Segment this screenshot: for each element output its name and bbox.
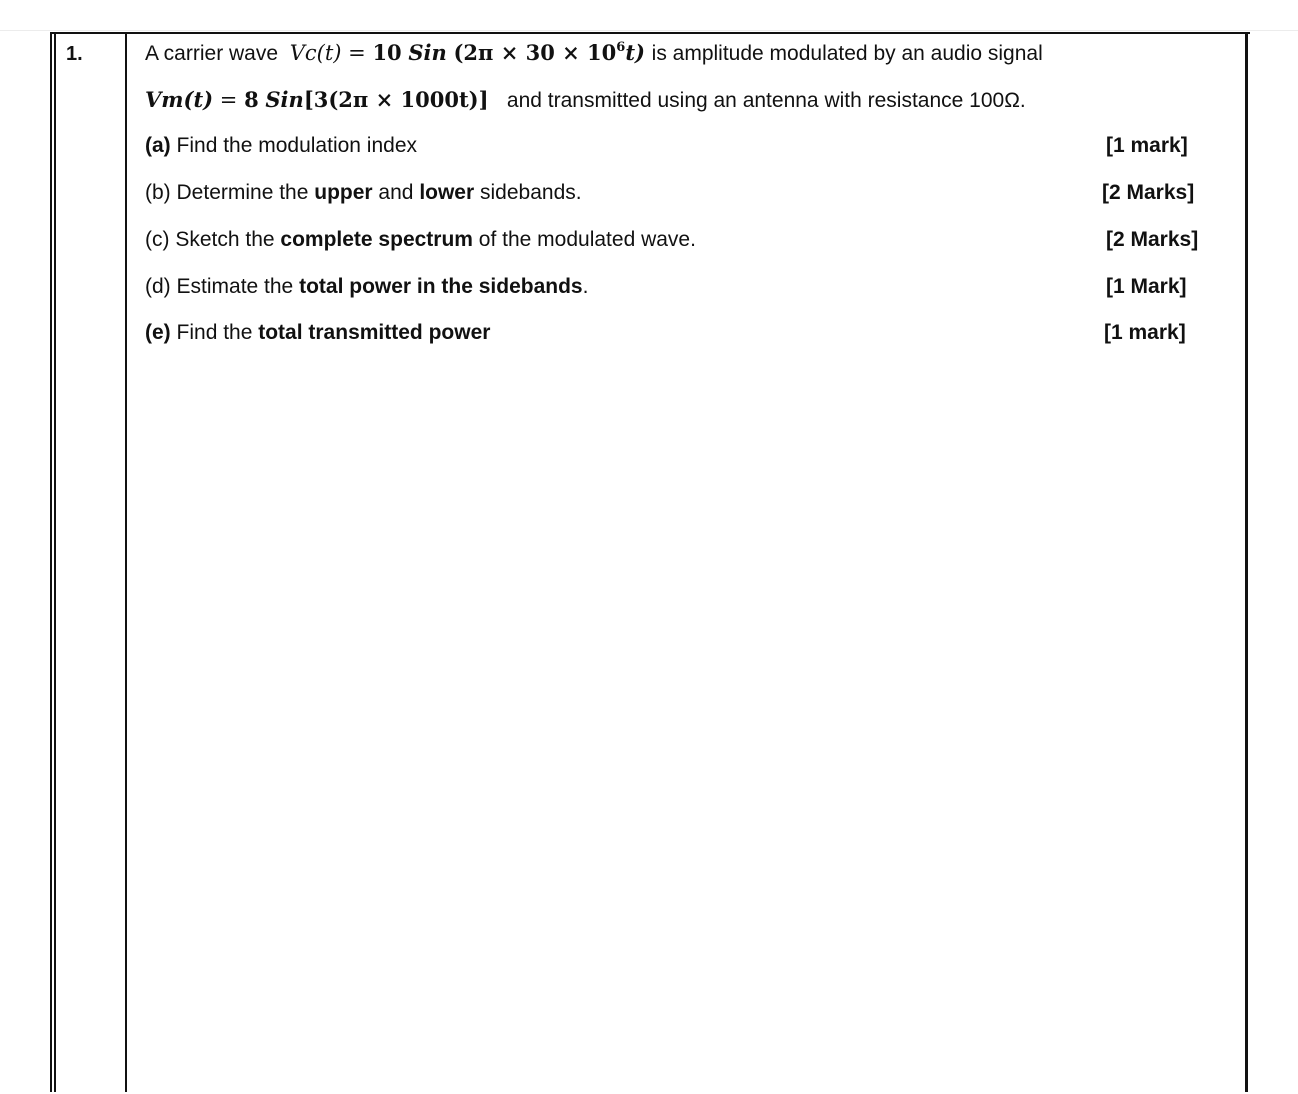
part-b-mark: [2 Marks]	[1102, 181, 1195, 204]
intro-text: A carrier wave	[145, 42, 279, 65]
signal-fn: Sin	[265, 87, 304, 112]
part-a	[145, 134, 417, 158]
part-e-mark: [1 mark]	[1104, 321, 1186, 344]
part-b	[145, 181, 582, 205]
part-d-pre: Estimate the	[176, 275, 300, 298]
signal-eq: =	[219, 88, 238, 112]
part-a-mark: [1 mark]	[1106, 134, 1188, 157]
part-e	[145, 321, 490, 345]
part-b-pre: Determine the	[176, 181, 315, 204]
part-d	[145, 275, 588, 299]
part-b-mid: and	[372, 181, 420, 204]
part-a-text: Find the modulation index	[176, 134, 418, 157]
part-b-label: (b)	[145, 181, 171, 204]
part-e-pre: Find the	[176, 321, 259, 344]
table-right-border	[1245, 32, 1248, 1092]
part-b-post: sidebands.	[474, 181, 582, 204]
top-band	[0, 0, 1298, 31]
signal-amp: 8	[244, 87, 259, 112]
part-d-mid: .	[582, 275, 589, 298]
signal-text: and transmitted using an antenna with resistance 100Ω.	[506, 89, 1026, 112]
part-c	[145, 228, 696, 252]
table-column-divider	[125, 32, 127, 1092]
carrier-fn: Sin	[408, 40, 447, 65]
part-d-label: (d)	[145, 275, 171, 298]
part-c-bold1: complete spectrum	[280, 228, 473, 251]
question-line-1	[145, 41, 1043, 66]
part-a-label: (a)	[145, 134, 171, 157]
part-e-bold1: total transmitted power	[258, 321, 491, 344]
part-c-mark: [2 Marks]	[1106, 228, 1199, 251]
intro-text-2: is amplitude modulated by an audio signal	[651, 42, 1043, 65]
question-line-2	[145, 88, 1026, 113]
part-c-mid: of the modulated wave.	[472, 228, 696, 251]
part-c-label: (c)	[145, 228, 170, 251]
part-d-bold1: total power in the sidebands	[299, 275, 583, 298]
carrier-arg: (2π × 30 × 10	[453, 40, 617, 65]
signal-arg: [3(2π × 1000t)]	[303, 87, 489, 112]
carrier-lhs: Vc(t) =	[289, 41, 366, 65]
part-b-bold2: lower	[419, 181, 475, 204]
carrier-amp: 10	[372, 40, 402, 65]
carrier-equation	[290, 41, 652, 65]
signal-lhs: Vm(t)	[145, 87, 214, 112]
signal-equation	[145, 88, 495, 112]
part-d-mark: [1 Mark]	[1106, 275, 1187, 298]
part-c-pre: Sketch the	[175, 228, 281, 251]
part-e-label: (e)	[145, 321, 171, 344]
part-b-bold1: upper	[314, 181, 373, 204]
question-number: 1.	[66, 43, 83, 65]
carrier-tail: t)	[625, 40, 645, 65]
table-left-double-border	[50, 32, 56, 1092]
carrier-exp: 6	[616, 40, 626, 55]
